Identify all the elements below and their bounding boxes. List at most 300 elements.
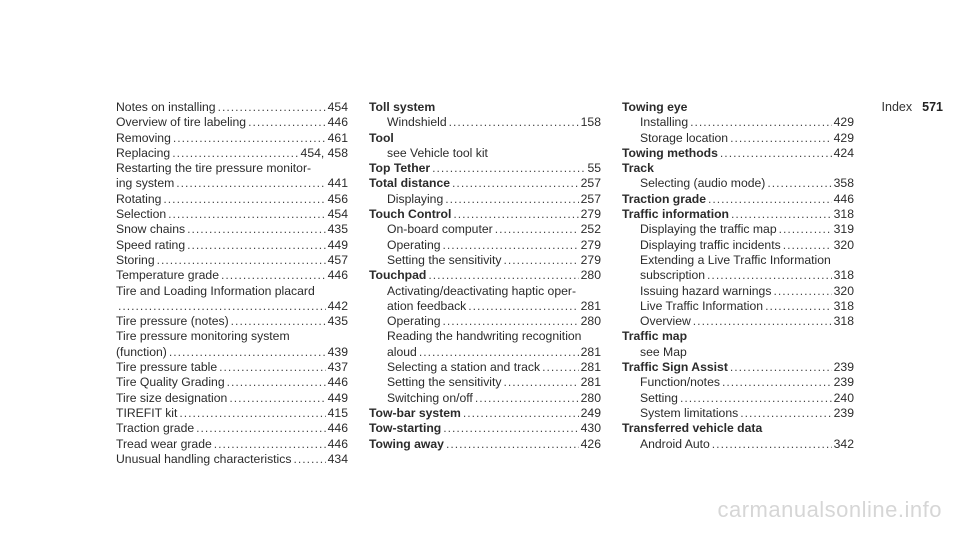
index-line	[369, 100, 601, 115]
page-reference[interactable]: 320	[833, 283, 854, 298]
watermark: carmanualsonline.info	[717, 497, 942, 522]
index-line	[116, 360, 348, 375]
page-reference[interactable]: 429	[833, 115, 854, 130]
index-line	[622, 284, 854, 299]
index-entry	[622, 238, 854, 253]
index-entry	[622, 437, 854, 452]
page-reference[interactable]: 158	[580, 115, 601, 130]
index-term: see Vehicle tool kit	[387, 145, 488, 160]
index-entry	[622, 115, 854, 130]
index-entry	[116, 421, 348, 436]
index-entry	[116, 284, 348, 315]
index-line	[622, 406, 854, 421]
page-reference[interactable]: 437	[327, 360, 348, 375]
page-reference[interactable]: 249	[580, 405, 601, 420]
index-term: Extending a Live Traffic Information	[640, 252, 831, 267]
index-line	[116, 375, 348, 390]
index-term: Selecting a station and track	[387, 360, 541, 375]
page-reference[interactable]: 449	[327, 237, 348, 252]
index-term: Tire size designation	[116, 390, 228, 405]
index-line	[622, 146, 854, 161]
index-line	[622, 375, 854, 390]
index-line	[622, 437, 854, 452]
leader-dots	[773, 284, 831, 299]
page-reference[interactable]: 461	[327, 130, 348, 145]
index-entry	[369, 284, 601, 315]
leader-dots	[443, 314, 579, 329]
index-term: Setting	[640, 390, 678, 405]
leader-dots	[118, 299, 326, 314]
index-heading-entry	[369, 268, 601, 283]
leader-dots	[432, 161, 585, 176]
index-entry	[622, 176, 854, 191]
page-reference[interactable]: 257	[580, 176, 601, 191]
index-column-3	[622, 100, 854, 452]
leader-dots	[783, 238, 832, 253]
index-term: aloud	[387, 344, 417, 359]
index-entry	[116, 222, 348, 237]
index-line	[369, 176, 601, 191]
index-entry	[622, 222, 854, 237]
page-reference[interactable]: 358	[833, 176, 854, 191]
leader-dots	[475, 391, 579, 406]
page-reference[interactable]: 430	[580, 421, 601, 436]
index-entry	[622, 345, 854, 360]
leader-dots	[446, 437, 579, 452]
index-entry	[622, 391, 854, 406]
index-entry	[369, 375, 601, 390]
leader-dots	[172, 146, 298, 161]
index-line	[116, 131, 348, 146]
index-line	[116, 238, 348, 253]
index-term: Overview	[640, 314, 691, 329]
page-reference[interactable]: 342	[833, 436, 854, 451]
leader-dots	[731, 207, 832, 222]
index-term: Setting the sensitivity	[387, 252, 502, 267]
index-term: Tire pressure (notes)	[116, 314, 229, 329]
index-line	[116, 345, 348, 360]
index-term: Towing eye	[622, 100, 688, 114]
index-line	[369, 238, 601, 253]
page-number: 571	[922, 100, 943, 114]
index-heading-entry	[369, 437, 601, 452]
leader-dots	[712, 437, 832, 452]
index-line	[369, 192, 601, 207]
index-term: Removing	[116, 130, 171, 145]
index-line	[116, 176, 348, 191]
index-term: Top Tether	[369, 161, 431, 176]
index-term: Tool	[369, 130, 394, 145]
index-term: Tire and Loading Information placard	[116, 283, 315, 298]
page-reference[interactable]: 449	[327, 390, 348, 405]
leader-dots	[779, 222, 832, 237]
index-column-1	[116, 100, 348, 467]
page-header	[882, 100, 943, 114]
index-term: Tire pressure monitoring system	[116, 329, 290, 344]
page-reference[interactable]: 446	[833, 191, 854, 206]
index-term: Installing	[640, 115, 689, 130]
index-term: Traffic information	[622, 207, 729, 222]
index-term: Storage location	[640, 130, 729, 145]
index-term: Switching on/off	[387, 390, 473, 405]
index-term: Traction grade	[116, 421, 195, 436]
index-line	[116, 437, 348, 452]
leader-dots	[187, 238, 326, 253]
page-reference[interactable]: 415	[327, 405, 348, 420]
index-line	[369, 360, 601, 375]
page-reference[interactable]: 318	[833, 314, 854, 329]
index-entry	[369, 329, 601, 360]
index-line	[116, 284, 348, 299]
index-term: Track	[622, 161, 654, 176]
index-term: Snow chains	[116, 222, 186, 237]
index-heading-entry	[622, 100, 854, 115]
index-line	[369, 329, 601, 344]
index-term: On-board computer	[387, 222, 493, 237]
index-entry	[116, 268, 348, 283]
index-line	[622, 100, 854, 115]
page-reference[interactable]: 239	[833, 405, 854, 420]
page-reference[interactable]: 280	[580, 314, 601, 329]
index-line	[369, 222, 601, 237]
index-term: subscription	[640, 268, 706, 283]
index-term: Touch Control	[369, 207, 452, 222]
leader-dots	[169, 345, 326, 360]
index-line	[622, 314, 854, 329]
index-term: TIREFIT kit	[116, 405, 178, 420]
index-term: (function)	[116, 344, 167, 359]
index-line	[622, 115, 854, 130]
index-line	[622, 391, 854, 406]
index-term: Rotating	[116, 191, 162, 206]
index-line	[622, 345, 854, 360]
index-term: Live Traffic Information	[640, 298, 764, 313]
page-reference[interactable]: 252	[580, 222, 601, 237]
index-line	[622, 299, 854, 314]
page-reference[interactable]: 280	[580, 390, 601, 405]
leader-dots	[219, 360, 326, 375]
index-entry	[622, 375, 854, 390]
leader-dots	[503, 375, 578, 390]
leader-dots	[707, 268, 832, 283]
leader-dots	[740, 406, 831, 421]
page-reference[interactable]: 446	[327, 375, 348, 390]
index-heading-entry	[369, 406, 601, 421]
index-entry	[369, 238, 601, 253]
index-entry	[116, 131, 348, 146]
index-entry	[116, 238, 348, 253]
index-term: Traffic map	[622, 329, 688, 344]
index-term: Traction grade	[622, 191, 706, 206]
leader-dots	[449, 115, 579, 130]
index-term: Operating	[387, 237, 441, 252]
page-reference[interactable]: 320	[833, 237, 854, 252]
index-line	[116, 314, 348, 329]
leader-dots	[722, 375, 832, 390]
index-entry	[116, 391, 348, 406]
index-entry	[369, 222, 601, 237]
index-term: Tow-bar system	[369, 405, 461, 420]
index-line	[116, 452, 348, 467]
index-term: Restarting the tire pressure monitor-	[116, 161, 312, 176]
index-entry	[116, 437, 348, 452]
page-reference[interactable]: 279	[580, 207, 601, 222]
leader-dots	[452, 176, 579, 191]
leader-dots	[765, 299, 832, 314]
leader-dots	[157, 253, 326, 268]
index-term: Tire Quality Grading	[116, 375, 225, 390]
page-reference[interactable]: 281	[580, 344, 601, 359]
index-line	[622, 329, 854, 344]
index-line	[622, 253, 854, 268]
index-line	[622, 192, 854, 207]
leader-dots	[176, 176, 325, 191]
page-reference[interactable]: 281	[580, 375, 601, 390]
leader-dots	[443, 238, 579, 253]
page-reference[interactable]: 442	[327, 298, 348, 313]
leader-dots	[163, 192, 325, 207]
index-entry	[622, 284, 854, 299]
leader-dots	[730, 360, 832, 375]
index-term: Temperature grade	[116, 268, 219, 283]
leader-dots	[229, 391, 325, 406]
index-entry	[116, 146, 348, 161]
leader-dots	[187, 222, 326, 237]
page-reference[interactable]: 280	[580, 268, 601, 283]
page-reference[interactable]: 319	[833, 222, 854, 237]
index-term: Towing methods	[622, 145, 718, 160]
index-line	[369, 314, 601, 329]
index-entry	[116, 207, 348, 222]
index-term: Operating	[387, 314, 441, 329]
index-entry	[116, 329, 348, 360]
index-line	[369, 161, 601, 176]
page-reference[interactable]: 318	[833, 298, 854, 313]
index-line	[622, 421, 854, 436]
leader-dots	[463, 406, 579, 421]
index-line	[116, 253, 348, 268]
index-term: Reading the handwriting recognition	[387, 329, 582, 344]
index-line	[622, 222, 854, 237]
leader-dots	[730, 131, 832, 146]
index-line	[369, 207, 601, 222]
index-term: Replacing	[116, 145, 171, 160]
index-term: Unusual handling characteristics	[116, 451, 292, 466]
index-term: Transferred vehicle data	[622, 421, 763, 436]
index-line	[116, 161, 348, 176]
page-reference[interactable]: 281	[580, 360, 601, 375]
index-term: Displaying traffic incidents	[640, 237, 781, 252]
leader-dots	[173, 131, 326, 146]
page-reference[interactable]: 257	[580, 191, 601, 206]
index-heading-entry	[369, 421, 601, 436]
index-line	[116, 146, 348, 161]
index-line	[369, 375, 601, 390]
page-reference[interactable]: 435	[327, 314, 348, 329]
index-entry	[116, 100, 348, 115]
index-term: Overview of tire labeling	[116, 115, 247, 130]
index-column-2	[369, 100, 601, 452]
index-term: Displaying	[387, 191, 444, 206]
index-line	[369, 115, 601, 130]
index-line	[369, 284, 601, 299]
leader-dots	[690, 115, 832, 130]
index-term: Selecting (audio mode)	[640, 176, 766, 191]
page-reference[interactable]: 446	[327, 421, 348, 436]
index-line	[369, 146, 601, 161]
leader-dots	[218, 100, 326, 115]
leader-dots	[231, 314, 326, 329]
index-term: Android Auto	[640, 436, 710, 451]
index-line	[622, 161, 854, 176]
index-term: Toll system	[369, 100, 436, 114]
page-reference[interactable]: 424	[833, 145, 854, 160]
page-reference[interactable]: 281	[580, 298, 601, 313]
index-line	[116, 406, 348, 421]
page-reference[interactable]: 446	[327, 115, 348, 130]
page-reference[interactable]: 318	[833, 207, 854, 222]
page-reference[interactable]: 441	[327, 176, 348, 191]
index-heading-entry	[622, 207, 854, 222]
index-heading-entry	[369, 100, 601, 115]
page-reference[interactable]: 446	[327, 436, 348, 451]
index-entry	[116, 406, 348, 421]
index-term: Speed rating	[116, 237, 186, 252]
index-entry	[369, 146, 601, 161]
leader-dots	[468, 299, 578, 314]
leader-dots	[227, 375, 326, 390]
index-line	[622, 176, 854, 191]
index-heading-entry	[369, 207, 601, 222]
index-term: Issuing hazard warnings	[640, 283, 772, 298]
index-line	[369, 421, 601, 436]
index-term: ing system	[116, 176, 175, 191]
leader-dots	[419, 345, 579, 360]
page-reference[interactable]: 454	[327, 100, 348, 114]
leader-dots	[168, 207, 326, 222]
index-entry	[116, 360, 348, 375]
page-reference[interactable]: 446	[327, 268, 348, 283]
index-entry	[622, 314, 854, 329]
leader-dots	[720, 146, 832, 161]
index-term: Tow-starting	[369, 421, 442, 436]
index-term: Function/notes	[640, 375, 720, 390]
index-entry	[116, 314, 348, 329]
index-term: Windshield	[387, 115, 447, 130]
page-reference[interactable]: 434	[327, 451, 348, 466]
leader-dots	[542, 360, 579, 375]
leader-dots	[767, 176, 831, 191]
index-line	[116, 115, 348, 130]
index-term: Displaying the traffic map	[640, 222, 777, 237]
index-line	[116, 222, 348, 237]
page-reference[interactable]: 279	[580, 237, 601, 252]
index-entry	[369, 253, 601, 268]
index-term: Storing	[116, 252, 155, 267]
leader-dots	[693, 314, 832, 329]
leader-dots	[453, 207, 578, 222]
index-entry	[116, 375, 348, 390]
leader-dots	[248, 115, 326, 130]
leader-dots	[445, 192, 578, 207]
page-reference[interactable]: 456	[327, 191, 348, 206]
index-line	[369, 299, 601, 314]
index-line	[116, 207, 348, 222]
index-term: Total distance	[369, 176, 451, 191]
index-heading-entry	[622, 329, 854, 344]
page-reference[interactable]: 55	[587, 161, 601, 176]
index-heading-entry	[369, 176, 601, 191]
index-line	[369, 253, 601, 268]
index-entry	[622, 131, 854, 146]
index-heading-entry	[369, 131, 601, 146]
index-line	[622, 238, 854, 253]
index-line	[369, 268, 601, 283]
index-line	[369, 437, 601, 452]
leader-dots	[196, 421, 326, 436]
index-entry	[369, 360, 601, 375]
page-reference[interactable]: 454, 458	[300, 145, 348, 160]
page-reference[interactable]: 318	[833, 268, 854, 283]
index-heading-entry	[622, 146, 854, 161]
index-heading-entry	[622, 192, 854, 207]
page-reference[interactable]: 457	[327, 252, 348, 267]
leader-dots	[708, 192, 832, 207]
index-term: Towing away	[369, 436, 444, 451]
index-term: Activating/deactivating haptic oper-	[387, 283, 577, 298]
index-entry	[116, 115, 348, 130]
index-term: Selection	[116, 207, 167, 222]
leader-dots	[221, 268, 326, 283]
index-line	[116, 299, 348, 314]
page-reference[interactable]: 426	[580, 436, 601, 451]
index-term: Notes on installing	[116, 100, 216, 114]
index-line	[369, 391, 601, 406]
index-heading-entry	[622, 421, 854, 436]
leader-dots	[443, 421, 578, 436]
index-heading-entry	[622, 360, 854, 375]
page-reference[interactable]: 239	[833, 375, 854, 390]
index-entry	[369, 192, 601, 207]
index-line	[369, 406, 601, 421]
index-line	[622, 207, 854, 222]
index-line	[116, 329, 348, 344]
index-term: Tread wear grade	[116, 436, 212, 451]
page-reference[interactable]: 454	[327, 207, 348, 222]
page-reference[interactable]: 439	[327, 344, 348, 359]
leader-dots	[495, 222, 579, 237]
page-reference[interactable]: 279	[580, 252, 601, 267]
page-reference[interactable]: 435	[327, 222, 348, 237]
page-reference[interactable]: 239	[833, 360, 854, 375]
leader-dots	[680, 391, 832, 406]
index-line	[622, 268, 854, 283]
index-entry	[622, 406, 854, 421]
page-reference[interactable]: 429	[833, 130, 854, 145]
index-line	[369, 131, 601, 146]
index-heading-entry	[369, 161, 601, 176]
index-line	[116, 192, 348, 207]
index-line	[622, 360, 854, 375]
index-entry	[116, 192, 348, 207]
index-term: ation feedback	[387, 298, 467, 313]
index-heading-entry	[622, 161, 854, 176]
index-entry	[369, 314, 601, 329]
page-reference[interactable]: 240	[833, 390, 854, 405]
leader-dots	[293, 452, 325, 467]
leader-dots	[214, 437, 326, 452]
index-line	[116, 421, 348, 436]
